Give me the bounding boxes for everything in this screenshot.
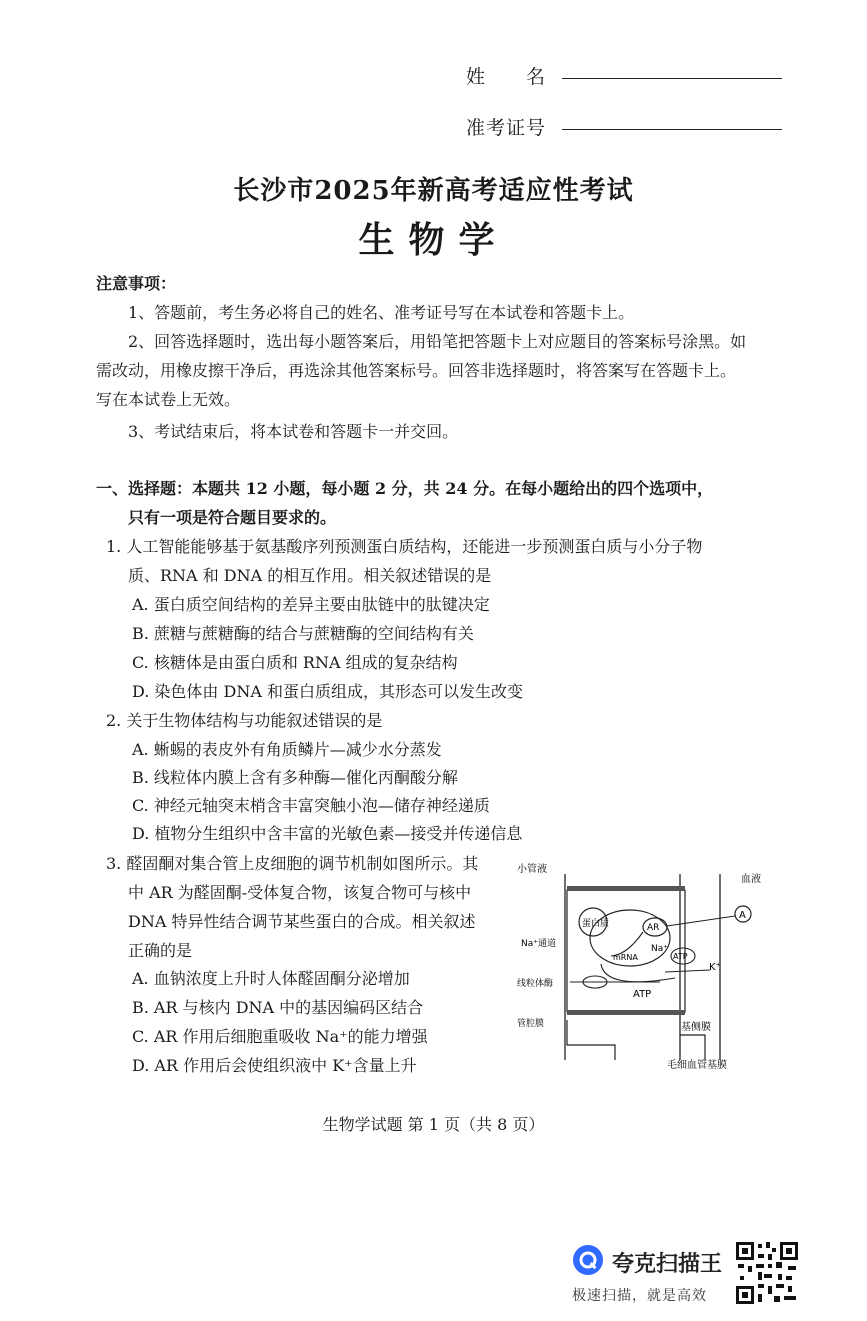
q3-stem-line4: 正确的是 — [128, 941, 193, 960]
q1-option-d: D. 染色体由 DNA 和蛋白质组成，其形态可以发生改变 — [132, 682, 523, 701]
fig-lumen-membrane: 管腔膜 — [517, 1019, 545, 1029]
q1-option-c: C. 核糖体是由蛋白质和 RNA 组成的复杂结构 — [132, 653, 458, 672]
q3-option-a: A. 血钠浓度上升时人体醛固酮分泌增加 — [132, 969, 410, 988]
fig-basolateral: 基侧膜 — [681, 1022, 711, 1033]
notice-item-2-line3: 写在本试卷上无效。 — [96, 390, 241, 409]
notice-item-2-line2: 需改动，用橡皮擦干净后，再选涂其他答案标号。回答非选择题时，将答案写在答题卡上。 — [96, 361, 737, 380]
fig-tubule-fluid: 小管液 — [517, 864, 547, 875]
q2-option-c: C. 神经元轴突末梢含丰富突触小泡—储存神经递质 — [132, 796, 490, 815]
fig-capillary: 毛细血管基膜 — [667, 1060, 727, 1071]
fig-na-channel: Na⁺通道 — [521, 939, 556, 949]
q1-option-a: A. 蛋白质空间结构的差异主要由肽链中的肽键决定 — [132, 595, 490, 614]
fig-mito-enzyme: 线粒体酶 — [517, 979, 554, 989]
q2-option-a: A. 蜥蜴的表皮外有角质鳞片—减少水分蒸发 — [132, 740, 442, 759]
fig-mrna: mRNA — [613, 953, 638, 962]
quark-logo-icon — [572, 1244, 604, 1276]
q2-stem: 2. 关于生物体结构与功能叙述错误的是 — [106, 711, 383, 730]
q3-stem-line3: DNA 特异性结合调节某些蛋白的合成。相关叙述 — [128, 912, 476, 931]
qr-code-icon — [734, 1240, 800, 1306]
brand-name: 夸克扫描王 — [612, 1252, 723, 1277]
exam-id-label: 准考证号 — [466, 117, 547, 139]
brand-tagline: 极速扫描，就是高效 — [572, 1288, 707, 1304]
fig-blood: 血液 — [741, 874, 761, 885]
notice-item-3: 3、考试结束后，将本试卷和答题卡一并交回。 — [128, 422, 459, 441]
name-label: 姓 名 — [466, 66, 547, 88]
fig-atp-pump: ATP — [673, 952, 688, 961]
section1-line1: 一、选择题：本题共 12 小题，每小题 2 分，共 24 分。在每小题给出的四个选项中， — [96, 479, 714, 498]
aldosterone-figure — [515, 860, 785, 1075]
subject-title: 生物学 — [358, 219, 509, 261]
fig-a: A — [739, 910, 746, 921]
page-footer: 生物学试题 第 1 页（共 8 页） — [322, 1115, 545, 1134]
fig-atp: ATP — [633, 989, 652, 1000]
exam-title: 长沙市2025年新高考适应性考试 — [233, 176, 634, 206]
notice-heading: 注意事项： — [96, 274, 177, 293]
q2-option-d: D. 植物分生组织中含丰富的光敏色素—接受并传递信息 — [132, 824, 523, 843]
q2-option-b: B. 线粒体内膜上含有多种酶—催化丙酮酸分解 — [132, 768, 458, 787]
q3-stem-line2: 中 AR 为醛固酮-受体复合物，该复合物可与核中 — [128, 883, 472, 902]
q3-option-c: C. AR 作用后细胞重吸收 Na⁺的能力增强 — [132, 1027, 428, 1046]
q1-option-b: B. 蔗糖与蔗糖酶的结合与蔗糖酶的空间结构有关 — [132, 624, 474, 643]
notice-item-1: 1、答题前，考生务必将自己的姓名、准考证号写在本试卷和答题卡上。 — [128, 303, 635, 322]
q3-stem-line1: 3. 醛固酮对集合管上皮细胞的调节机制如图所示。其 — [106, 854, 479, 873]
fig-protein: 蛋白质 — [582, 919, 610, 929]
q3-option-d: D. AR 作用后会使组织液中 K⁺含量上升 — [132, 1056, 417, 1075]
fig-na: Na⁺ — [651, 944, 668, 954]
q1-stem-line1: 1. 人工智能能够基于氨基酸序列预测蛋白质结构，还能进一步预测蛋白质与小分子物 — [106, 537, 703, 556]
section1-line2: 只有一项是符合题目要求的。 — [128, 508, 337, 527]
name-underline — [562, 78, 782, 79]
notice-item-2-line1: 2、回答选择题时，选出每小题答案后，用铅笔把答题卡上对应题目的答案标号涂黑。如 — [128, 332, 747, 351]
q3-option-b: B. AR 与核内 DNA 中的基因编码区结合 — [132, 998, 424, 1017]
fig-k: K⁺ — [709, 962, 721, 973]
q1-stem-line2: 质、RNA 和 DNA 的相互作用。相关叙述错误的是 — [128, 566, 492, 585]
fig-ar: AR — [647, 923, 660, 933]
exam-id-underline — [562, 129, 782, 130]
